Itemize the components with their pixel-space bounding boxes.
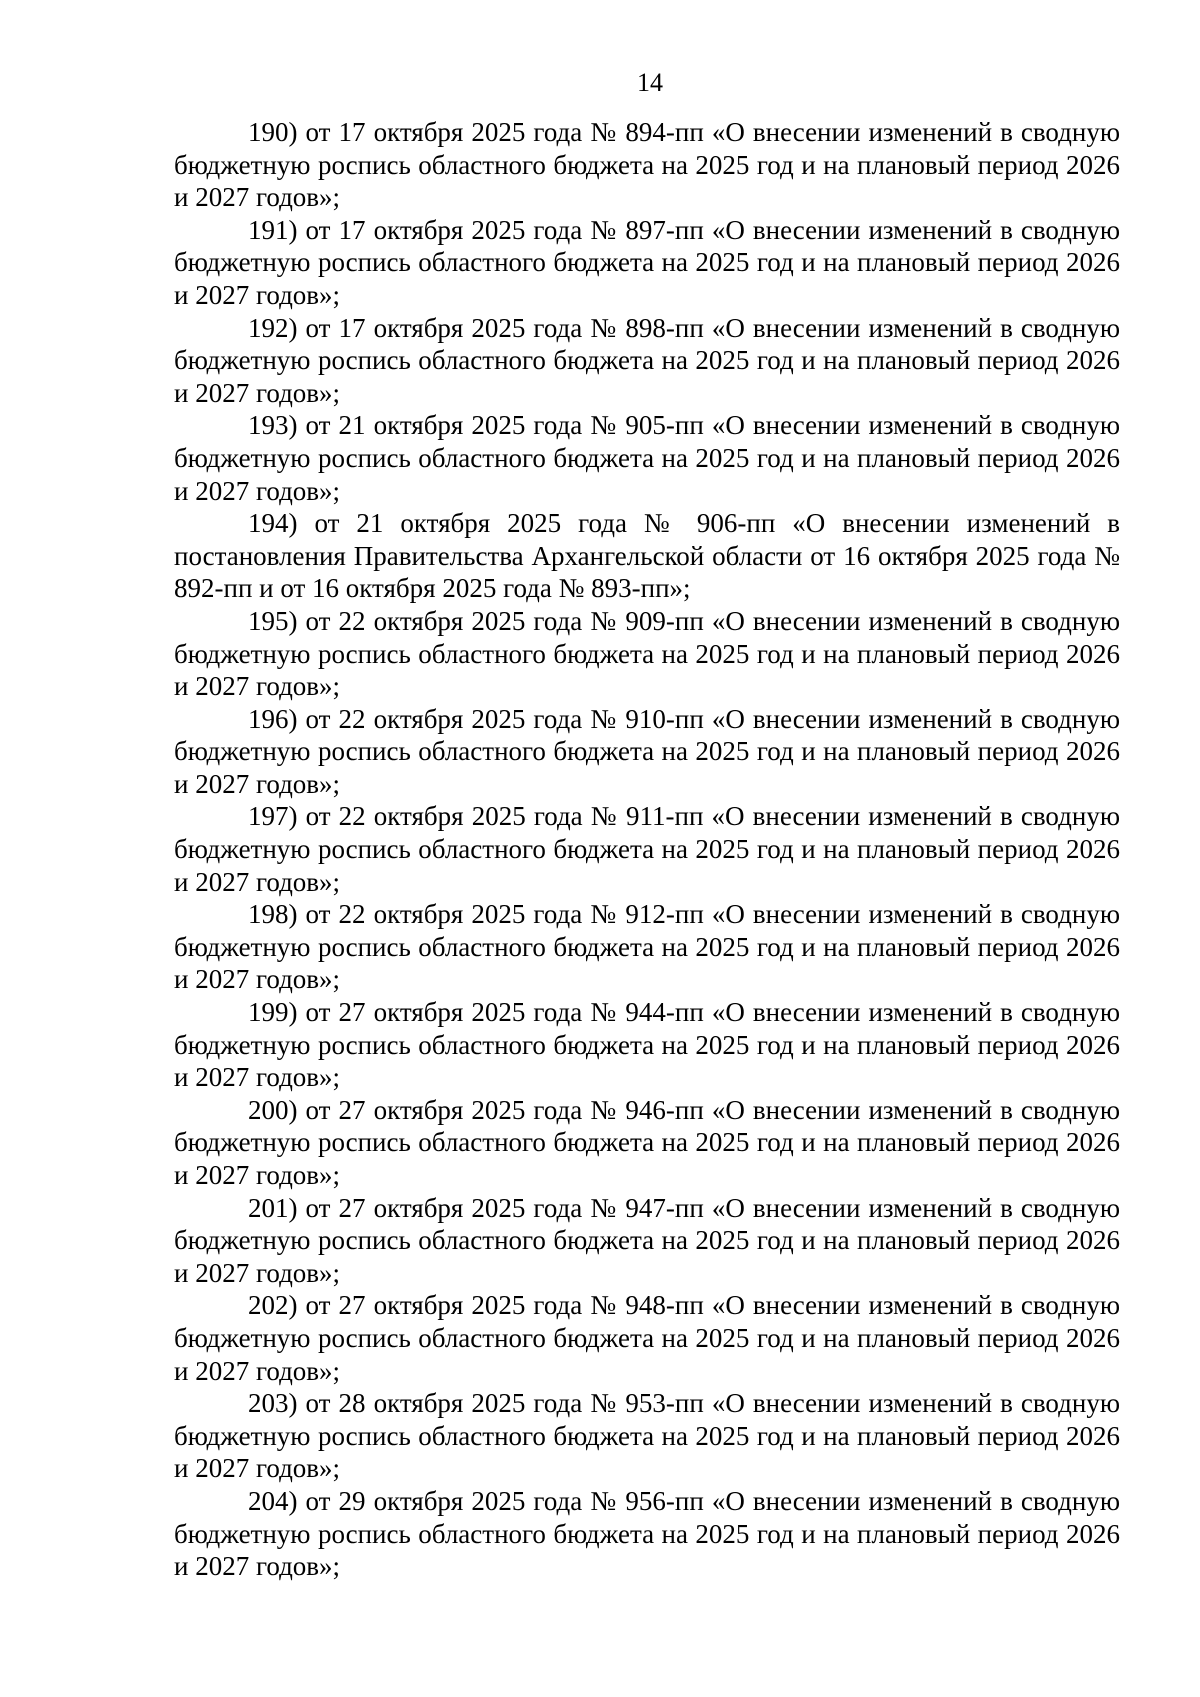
list-item: 192) от 17 октября 2025 года № 898-пп «О внесении изменений в сводную бюджетную роспись областного бюджета на 2025 год и на плановый период 2026 и 2027 годов»; <box>174 312 1120 408</box>
list-item: 203) от 28 октября 2025 года № 953-пп «О внесении изменений в сводную бюджетную роспись областного бюджета на 2025 год и на плановый период 2026 и 2027 годов»; <box>174 1388 1120 1484</box>
list-item: 200) от 27 октября 2025 года № 946-пп «О внесении изменений в сводную бюджетную роспись областного бюджета на 2025 год и на плановый период 2026 и 2027 годов»; <box>174 1094 1120 1190</box>
document-body <box>174 116 1120 1583</box>
list-item: 190) от 17 октября 2025 года № 894-пп «О внесении изменений в сводную бюджетную роспись областного бюджета на 2025 год и на плановый период 2026 и 2027 годов»; <box>174 117 1120 213</box>
list-item: 193) от 21 октября 2025 года № 905-пп «О внесении изменений в сводную бюджетную роспись областного бюджета на 2025 год и на плановый период 2026 и 2027 годов»; <box>174 410 1120 506</box>
list-item: 201) от 27 октября 2025 года № 947-пп «О внесении изменений в сводную бюджетную роспись областного бюджета на 2025 год и на плановый период 2026 и 2027 годов»; <box>174 1192 1120 1288</box>
list-item: 196) от 22 октября 2025 года № 910-пп «О внесении изменений в сводную бюджетную роспись областного бюджета на 2025 год и на плановый период 2026 и 2027 годов»; <box>174 703 1120 799</box>
list-item: 202) от 27 октября 2025 года № 948-пп «О внесении изменений в сводную бюджетную роспись областного бюджета на 2025 год и на плановый период 2026 и 2027 годов»; <box>174 1290 1120 1386</box>
list-item: 204) от 29 октября 2025 года № 956-пп «О внесении изменений в сводную бюджетную роспись областного бюджета на 2025 год и на плановый период 2026 и 2027 годов»; <box>174 1485 1120 1582</box>
list-item: 195) от 22 октября 2025 года № 909-пп «О внесении изменений в сводную бюджетную роспись областного бюджета на 2025 год и на плановый период 2026 и 2027 годов»; <box>174 605 1120 702</box>
list-item: 198) от 22 октября 2025 года № 912-пп «О внесении изменений в сводную бюджетную роспись областного бюджета на 2025 год и на плановый период 2026 и 2027 годов»; <box>174 899 1120 995</box>
list-item: 199) от 27 октября 2025 года № 944-пп «О внесении изменений в сводную бюджетную роспись областного бюджета на 2025 год и на плановый период 2026 и 2027 годов»; <box>174 997 1120 1093</box>
list-item: 194) от 21 октября 2025 года № 906-пп «О внесении изменений в постановления Правительства Архангельской области от 16 октября 2025 года № 892-пп и от 16 октября 2025 года № 893-пп»; <box>174 508 1120 604</box>
list-item: 197) от 22 октября 2025 года № 911-пп «О внесении изменений в сводную бюджетную роспись областного бюджета на 2025 год и на плановый период 2026 и 2027 годов»; <box>174 801 1120 897</box>
list-item: 191) от 17 октября 2025 года № 897-пп «О внесении изменений в сводную бюджетную роспись областного бюджета на 2025 год и на плановый период 2026 и 2027 годов»; <box>174 214 1120 310</box>
page-number: 14 <box>637 68 663 97</box>
